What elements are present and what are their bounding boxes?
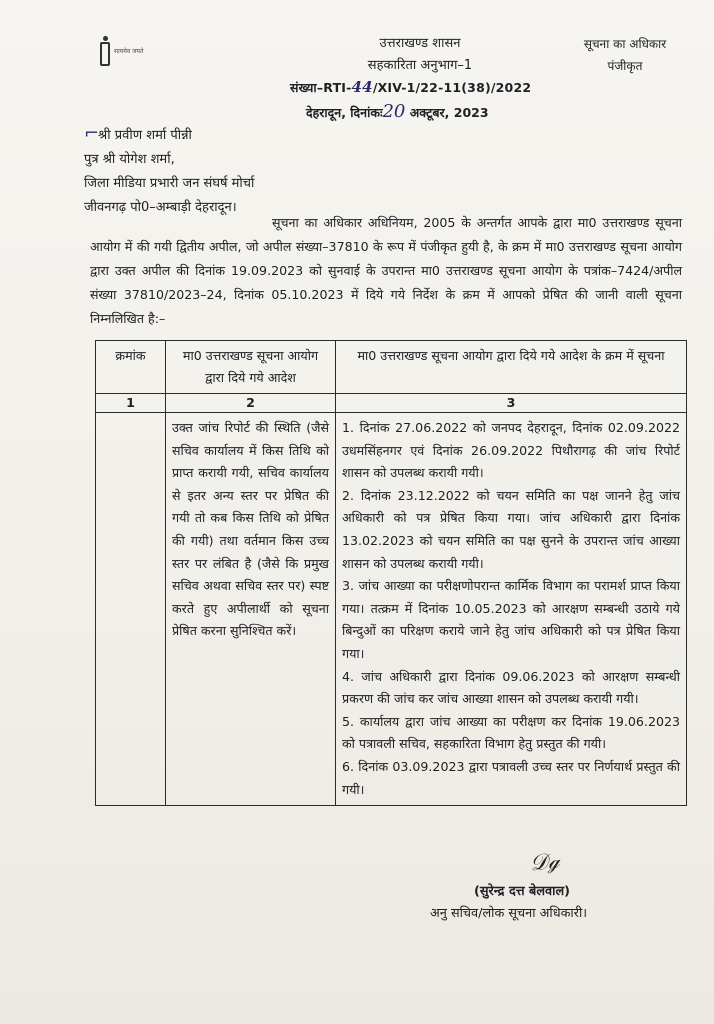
place-date [306, 101, 489, 122]
body-text: सूचना का अधिकार अधिनियम, 2005 के अन्तर्गत आपके द्वारा मा0 उत्तराखण्ड सूचना आयोग में की गयी द्वितीय अपील, जो अपील संख्या–37810 के रूप में पंजीकृत हुयी है, के क्रम में मा0 उत्तराखण्ड सूचना आयोग द्वारा उक्त अपील की दिनांक 19.09.2023 को सुनवाई के उपरान्त मा0 उत्तराखण्ड सूचना आयोग के पत्रांक–7424/अपील संख्या 37810/2023–24, दिनांक 05.10.2023 में दिये गये निर्देश के क्रम में आपको प्रेषित की जानी वाली सूचना निम्नलिखित है:– [90, 215, 682, 326]
header-order: मा0 उत्तराखण्ड सूचना आयोग द्वारा दिये गये आदेश [166, 341, 336, 394]
col-number-3: 3 [336, 394, 687, 413]
signatory-name: (सुरेन्द्र दत्त बेलवाल) [474, 884, 570, 899]
reference-handwritten: 44 [351, 78, 373, 96]
table-number-row [96, 394, 687, 413]
information-cell [336, 413, 687, 806]
information-point-4: 4. जांच अधिकारी द्वारा दिनांक 09.06.2023 को आरक्षण सम्बन्धी प्रकरण की जांच कर जांच आख्या शासन को उपलब्ध करायी गयी। [342, 668, 680, 707]
address-line-3: जिला मीडिया प्रभारी जन संघर्ष मोर्चा [84, 176, 255, 191]
emblem-text: सत्यमेव जयते [114, 48, 144, 55]
rti-stamp [560, 33, 690, 77]
col-number-1: 1 [96, 394, 166, 413]
information-point-5: 5. कार्यालय द्वारा जांच आख्या का परीक्षण कर दिनांक 19.06.2023 को पत्रावली सचिव, सहकारिता विभाग हेतु प्रस्तुत की गयी। [342, 713, 680, 752]
header-serial: क्रमांक [96, 341, 166, 394]
table-header-row [96, 341, 687, 394]
reference-suffix: /XIV-1/22-11(38)/2022 [372, 80, 532, 95]
table-row [96, 413, 687, 806]
signatory-designation: अनु सचिव/लोक सूचना अधिकारी। [430, 906, 588, 921]
address-line-2: पुत्र श्री योगेश शर्मा, [84, 152, 175, 167]
handwritten-signature: 𝒟ℊ [528, 848, 561, 877]
header-information: मा0 उत्तराखण्ड सूचना आयोग द्वारा दिये गये आदेश के क्रम में सूचना [336, 341, 687, 394]
reference-number [290, 78, 531, 96]
information-point-1: 1. दिनांक 27.06.2022 को जनपद देहरादून, दिनांक 02.09.2022 उधमसिंहनगर एवं दिनांक 26.09.2022 पिथौरागढ़ की जांच रिपोर्ट शासन को उपलब्ध करायी गयी। [342, 420, 680, 481]
body-paragraph [90, 211, 682, 331]
order-cell: उक्त जांच रिपोर्ट की स्थिति (जैसे सचिव कार्यालय में किस तिथि को प्राप्त करायी गयी, सचिव कार्यालय से इतर अन्य स्तर पर प्रेषित की गयी तो कब किस तिथि को प्रेषित की गयी) तथा वर्तमान किस उच्च स्तर पर लंबित है (जैसे कि प्रमुख सचिव अथवा सचिव स्तर पर) स्पष्ट करते हुए अपीलार्थी को सूचना प्रेषित करना सुनिश्चित करें। [166, 413, 336, 806]
registered-label: पंजीकृत [607, 59, 643, 73]
information-point-2: 2. दिनांक 23.12.2022 को चयन समिति का पक्ष जानने हेतु जांच अधिकारी को पत्र प्रेषित किया गया। जांच अधिकारी द्वारा दिनांक 13.02.2023 को चयन समिति का पक्ष सुनने के उपरान्त जांच आख्या शासन को उपलब्ध करायी गयी। [342, 487, 680, 571]
place-prefix: देहरादून, दिनांकः [306, 105, 383, 120]
address-line-4: जीवनगढ़ पो0–अम्बाड़ी देहरादून। [84, 200, 237, 215]
information-table [95, 340, 687, 806]
pen-mark-icon: ⌐ [84, 123, 100, 144]
address-line-1: श्री प्रवीण शर्मा पीन्नी [98, 128, 192, 143]
letterhead [300, 33, 540, 77]
information-point-3: 3. जांच आख्या का परीक्षणोपरान्त कार्मिक विभाग का परामर्श प्राप्त किया गया। तत्क्रम में दिनांक 10.05.2023 को आरक्षण सम्बन्धी उठाये गये बिन्दुओं का परिक्षण कराये जाने हेतु जांच अधिकारी को पत्र प्रेषित किया गया। [342, 578, 680, 661]
government-name: उत्तराखण्ड शासन [379, 36, 461, 51]
recipient-address [84, 124, 254, 220]
reference-prefix: संख्या–RTI- [290, 80, 352, 95]
date-handwritten: 20 [382, 101, 406, 122]
rti-label: सूचना का अधिकार [583, 37, 667, 51]
section-name: सहकारिता अनुभाग–1 [367, 58, 473, 73]
col-number-2: 2 [166, 394, 336, 413]
date-suffix: अक्टूबर, 2023 [405, 105, 489, 120]
serial-cell [96, 413, 166, 806]
government-emblem [100, 38, 160, 78]
information-point-6: 6. दिनांक 03.09.2023 द्वारा पत्रावली उच्च स्तर पर निर्णयार्थ प्रस्तुत की गयी। [342, 758, 680, 797]
emblem-icon [100, 42, 110, 66]
